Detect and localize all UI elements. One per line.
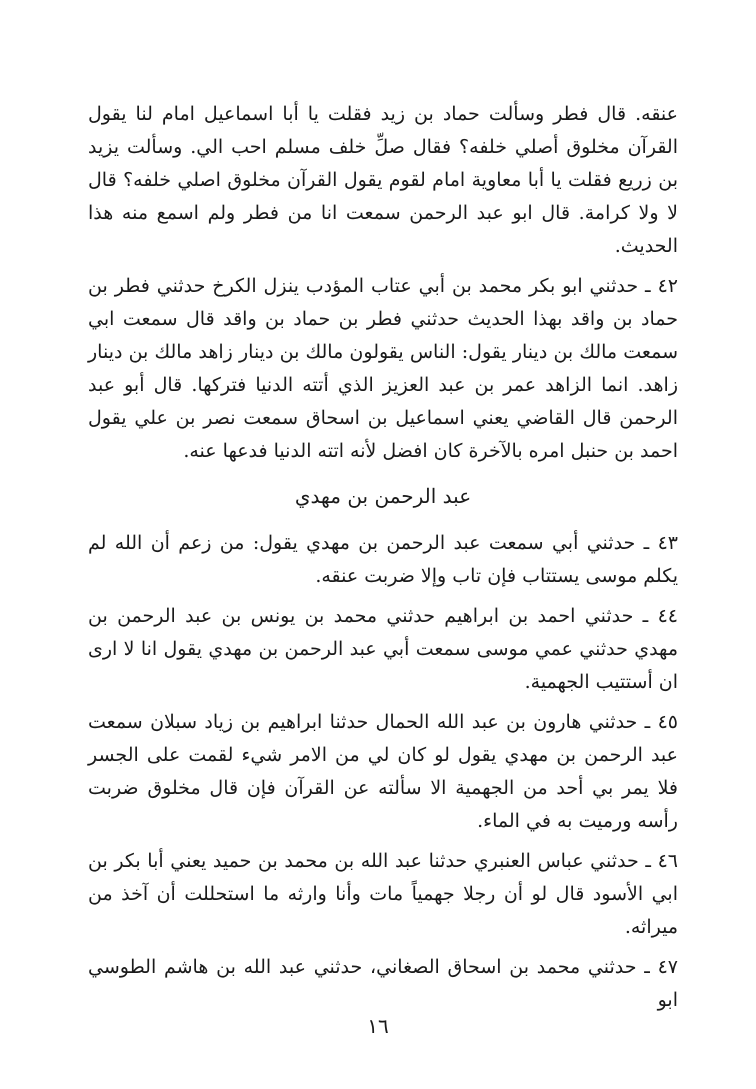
page-number: ١٦ bbox=[367, 1014, 389, 1038]
entry-46: ٤٦ ـ حدثني عباس العنبري حدثنا عبد الله بن محمد بن حميد يعني أبا بكر بن ابي الأسود قال لو أن رجلا جهمياً مات وأنا وارثه ما استحللت أن آخذ من ميراثه. bbox=[88, 850, 678, 938]
document-body bbox=[88, 98, 678, 1017]
paragraph-42: ٤٢ ـ حدثني ابو بكر محمد بن أبي عتاب المؤدب ينزل الكرخ حدثني فطر بن حماد بن واقد بهذا الحديث حدثني فطر بن حماد بن واقد قال سمعت ابي سمعت مالك بن دينار يقول: الناس يقولون مالك بن دينار زاهد مالك بن دينار زاهد. انما الزاهد عمر بن عبد العزيز الذي أتته الدنيا فتركها. قال أبو عبد الرحمن قال القاضي يعني اسماعيل بن اسحاق سمعت نصر بن علي يقول احمد بن حنبل امره بالآخرة كان افضل لأنه اتته الدنيا فدعها عنه. bbox=[88, 275, 678, 462]
entry-45: ٤٥ ـ حدثني هارون بن عبد الله الحمال حدثنا ابراهيم بن زياد سبلان سمعت عبد الرحمن بن مهدي يقول لو كان لي من الامر شيء لقمت على الجسر فلا يمر بي أحد من الجهمية الا سألته عن القرآن فإن قال مخلوق ضربت رأسه ورميت به في الماء. bbox=[88, 711, 678, 832]
entry-43: ٤٣ ـ حدثني أبي سمعت عبد الرحمن بن مهدي يقول: من زعم أن الله لم يكلم موسى يستتاب فإن تاب وإلا ضربت عنقه. bbox=[88, 532, 678, 587]
section-heading: عبد الرحمن بن مهدي bbox=[294, 484, 472, 508]
paragraph-continuation: عنقه. قال فطر وسألت حماد بن زيد فقلت يا أبا اسماعيل امام لنا يقول القرآن مخلوق أصلي خلفه؟ فقال صلِّ خلف مسلم احب الي. وسألت يزيد بن زريع فقلت يا أبا معاوية امام لقوم يقول القرآن مخلوق اصلي خلفه؟ قال لا ولا كرامة. قال ابو عبد الرحمن سمعت انا من فطر ولم اسمع منه هذا الحديث. bbox=[88, 103, 678, 257]
entry-47: ٤٧ ـ حدثني محمد بن اسحاق الصغاني، حدثني عبد الله بن هاشم الطوسي ابو bbox=[88, 956, 678, 1011]
entry-44: ٤٤ ـ حدثني احمد بن ابراهيم حدثني محمد بن يونس بن عبد الرحمن بن مهدي حدثني عمي موسى سمعت أبي عبد الرحمن بن مهدي يقول انا لا ارى ان أستتيب الجهمية. bbox=[88, 605, 678, 693]
